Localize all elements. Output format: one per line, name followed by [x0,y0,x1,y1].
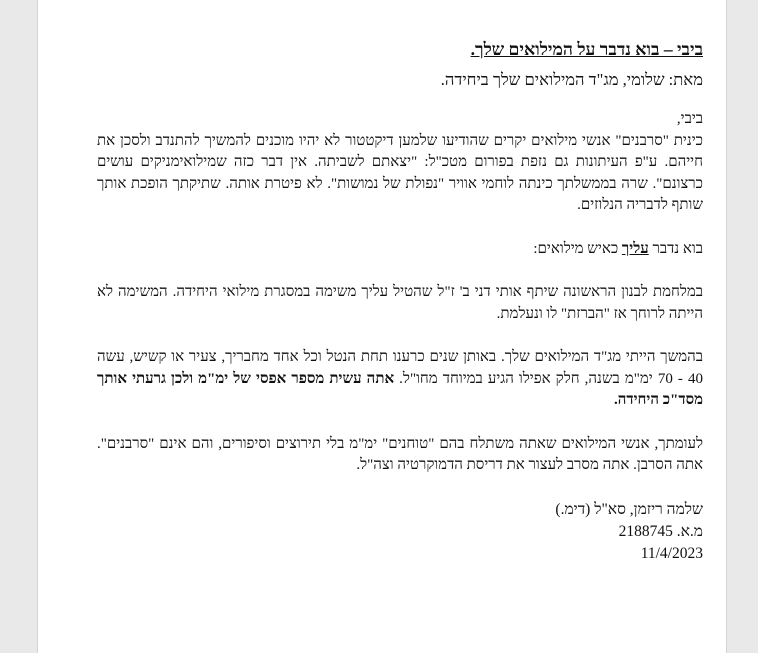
signature-name: שלמה ריזמן, סא"ל (דימ.) [555,500,703,518]
letter-greeting: ביבי, [676,111,703,127]
paragraph-4 [97,347,703,412]
paragraph-2-emphasis: עליך [621,240,649,257]
document-page [38,0,726,653]
signature-date: 11/4/2023 [640,544,703,562]
paragraph-5: לעומתך, אנשי המילואים שאתה משתלח בהם "טוחנים" ימ"מ בלי תירוצים וסיפורים, והם אינם "סרבנים". אתה הסרבן. אתה מסרב לעצור את דריסת הדמוקרטיה וצה"ל. [97,435,703,473]
letter-body [97,37,703,565]
letter-sender: מאת: שלומי, מג"ד המילואים שלך ביחידה. [440,70,703,89]
paragraph-2-start: בוא נדבר [648,240,703,257]
paragraph-2-end: כאיש מילואים: [533,240,622,257]
letter-title: ביבי – בוא נדבר על המילואים שלך. [470,39,703,59]
page-right-edge [726,0,727,653]
paragraph-3: במלחמת לבנון הראשונה שיתף אותי דני ב' ז"ל שהטיל עליך משימה במסגרת מילואי היחידה. המשימה לא הייתה לרוחך אז "הברזת" לו ונעלמת. [97,284,703,322]
paragraph-4-text: בהמשך הייתי מג"ד המילואים שלך. באותן שנים כרענו תחת הנטל וכל אחד מחבריך, צעיר או קשיש, עשה 40 - 70 ימ"מ בשנה, חלק אפילו הגיע במיוחד מחו"ל. [97,349,703,387]
paragraph-2 [97,239,703,261]
signature-block [97,499,703,565]
paragraph-4-bold: אתה עשית מספר אפסי של ימ"מ ולכן גרעתי אותך מסד"כ היחידה. [97,370,703,408]
signature-id: מ.א. 2188745 [618,522,703,540]
paragraph-1: כינית "סרבנים" אנשי מילואים יקרים שהודיעו שלמען דיקטטור לא יהיו מוכנים להמשיך להתנדב ולסכן את חייהם. ע"פ העיתונות גם נזפת בפורום מטכ"ל: "יצאתם לשביתה. אין דבר כזה שמילואימניקים עושים כרצונם". שרה בממשלתך כינתה לוחמי אוויר "נפולת של נמושות". לא פיטרת אותה. שתיקתך הופכת אותך שותף לדבריה הנלוזים. [97,132,703,213]
